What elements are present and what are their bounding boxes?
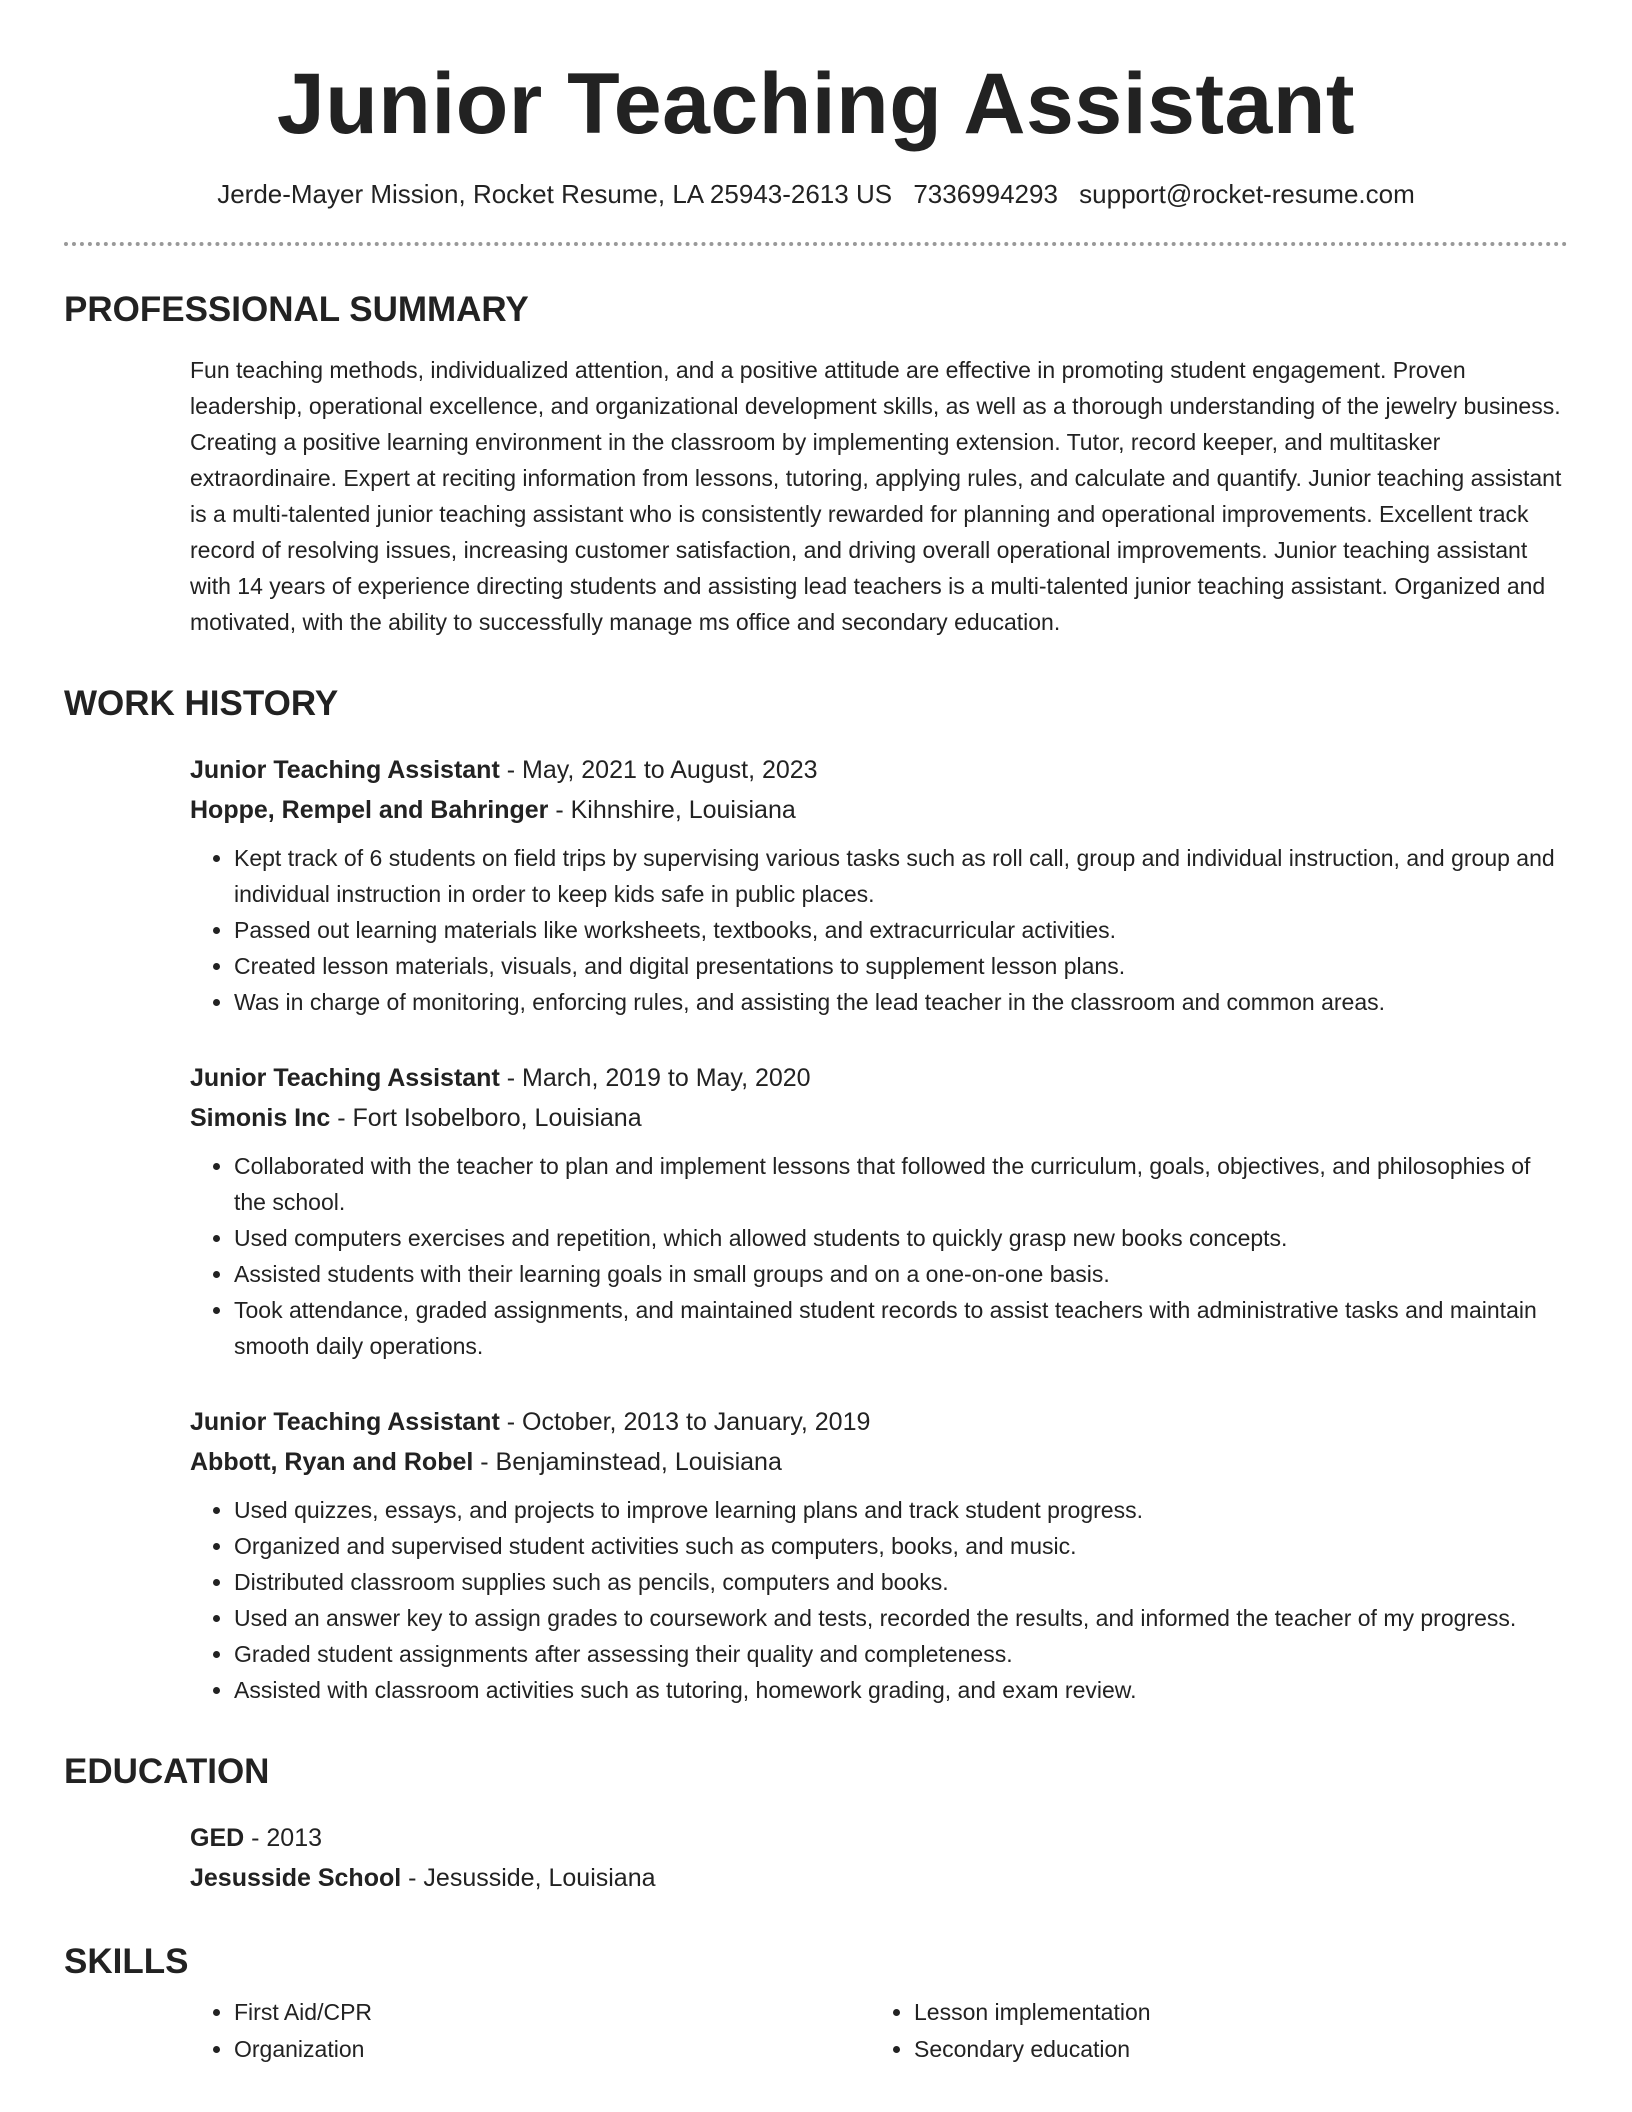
job-dates: - May, 2021 to August, 2023	[499, 756, 818, 784]
work-history-section	[190, 750, 1568, 1708]
education-year: - 2013	[244, 1824, 323, 1852]
job-bullet: • Used quizzes, essays, and projects to improve learning plans and track student progress.	[234, 1492, 1568, 1528]
job-bullet: • Distributed classroom supplies such as pencils, computers and books.	[234, 1564, 1568, 1600]
job-bullet: • Collaborated with the teacher to plan and implement lessons that followed the curriculum, goals, objectives, and philosophies of the school.	[234, 1148, 1568, 1220]
skill-item: • Organization	[234, 2031, 870, 2068]
skill-item: • First Aid/CPR	[234, 1994, 870, 2031]
section-title-education: EDUCATION	[64, 1752, 270, 1791]
contact-line	[64, 178, 1568, 210]
section-title-summary: PROFESSIONAL SUMMARY	[64, 290, 529, 329]
skill-item: • Lesson implementation	[914, 1994, 1550, 2031]
job-role: Junior Teaching Assistant	[190, 756, 500, 784]
job-entry	[190, 1058, 1568, 1364]
education-school-line	[190, 1858, 1568, 1898]
resume-header	[64, 0, 1568, 210]
job-bullet: • Created lesson materials, visuals, and digital presentations to supplement lesson plans.	[234, 948, 1568, 984]
job-entry	[190, 750, 1568, 1020]
job-bullet: • Used an answer key to assign grades to coursework and tests, recorded the results, and informed the teacher of my progress.	[234, 1600, 1568, 1636]
header-divider	[64, 242, 1568, 246]
job-company: Abbott, Ryan and Robel	[190, 1448, 474, 1476]
contact-address: Jerde-Mayer Mission, Rocket Resume, LA 25943-2613 US	[217, 179, 893, 209]
job-bullet: • Passed out learning materials like worksheets, textbooks, and extracurricular activities.	[234, 912, 1568, 948]
job-title-line	[190, 750, 1568, 790]
education-location: - Jesusside, Louisiana	[401, 1864, 656, 1892]
job-company: Hoppe, Rempel and Bahringer	[190, 796, 549, 824]
job-bullets	[190, 840, 1568, 1020]
job-role: Junior Teaching Assistant	[190, 1064, 500, 1092]
contact-phone: 7336994293	[913, 179, 1058, 209]
job-dates: - March, 2019 to May, 2020	[499, 1064, 811, 1092]
job-bullet: • Kept track of 6 students on field trips by supervising various tasks such as roll call, group and individual instruction, and group and individual instruction in order to keep kids safe in public places.	[234, 840, 1568, 912]
summary-section	[190, 352, 1568, 640]
section-title-skills: SKILLS	[64, 1942, 189, 1981]
skills-section	[190, 1994, 1568, 2068]
job-role: Junior Teaching Assistant	[190, 1408, 500, 1436]
job-company: Simonis Inc	[190, 1104, 331, 1132]
job-location: - Fort Isobelboro, Louisiana	[330, 1104, 642, 1132]
job-title-line	[190, 1058, 1568, 1098]
job-location: - Benjaminstead, Louisiana	[473, 1448, 782, 1476]
section-title-work-history: WORK HISTORY	[64, 684, 339, 723]
job-bullet: • Assisted with classroom activities such as tutoring, homework grading, and exam review.	[234, 1672, 1568, 1708]
job-bullet: • Organized and supervised student activities such as computers, books, and music.	[234, 1528, 1568, 1564]
summary-text: Fun teaching methods, individualized attention, and a positive attitude are effective in promoting student engagement. Proven leadership, operational excellence, and organizational development skills, as well as a thorough understanding of the jewelry business. Creating a positive learning environment in the classroom by implementing extension. Tutor, record keeper, and multitasker extraordinaire. Expert at reciting information from lessons, tutoring, applying rules, and calculate and quantify. Junior teaching assistant is a multi-talented junior teaching assistant who is consistently rewarded for planning and operational improvements. Excellent track record of resolving issues, increasing customer satisfaction, and driving overall operational improvements. Junior teaching assistant with 14 years of experience directing students and assisting lead teachers is a multi-talented junior teaching assistant. Organized and motivated, with the ability to successfully manage ms office and secondary education.	[190, 357, 1562, 635]
education-degree-line	[190, 1818, 1568, 1858]
education-school: Jesusside School	[190, 1864, 402, 1892]
job-entry	[190, 1402, 1568, 1708]
contact-email: support@rocket-resume.com	[1079, 179, 1415, 209]
education-degree: GED	[190, 1824, 245, 1852]
job-title-line	[190, 1402, 1568, 1442]
job-company-line	[190, 1442, 1568, 1482]
skills-column-left	[190, 1994, 870, 2068]
job-company-line	[190, 1098, 1568, 1138]
job-bullets	[190, 1148, 1568, 1364]
education-entry	[190, 1818, 1568, 1898]
job-bullet: • Used computers exercises and repetition, which allowed students to quickly grasp new books concepts.	[234, 1220, 1568, 1256]
job-bullet: • Was in charge of monitoring, enforcing rules, and assisting the lead teacher in the classroom and common areas.	[234, 984, 1568, 1020]
skills-grid	[190, 1994, 1568, 2068]
job-bullet: • Took attendance, graded assignments, and maintained student records to assist teachers with administrative tasks and maintain smooth daily operations.	[234, 1292, 1568, 1364]
job-bullet: • Graded student assignments after assessing their quality and completeness.	[234, 1636, 1568, 1672]
skill-item: • Secondary education	[914, 2031, 1550, 2068]
skills-column-right	[870, 1994, 1550, 2068]
job-location: - Kihnshire, Louisiana	[548, 796, 796, 824]
job-company-line	[190, 790, 1568, 830]
resume-title: Junior Teaching Assistant	[276, 56, 1356, 152]
job-bullets	[190, 1492, 1568, 1708]
job-dates: - October, 2013 to January, 2019	[499, 1408, 871, 1436]
education-section	[190, 1818, 1568, 1898]
job-bullet: • Assisted students with their learning goals in small groups and on a one-on-one basis.	[234, 1256, 1568, 1292]
